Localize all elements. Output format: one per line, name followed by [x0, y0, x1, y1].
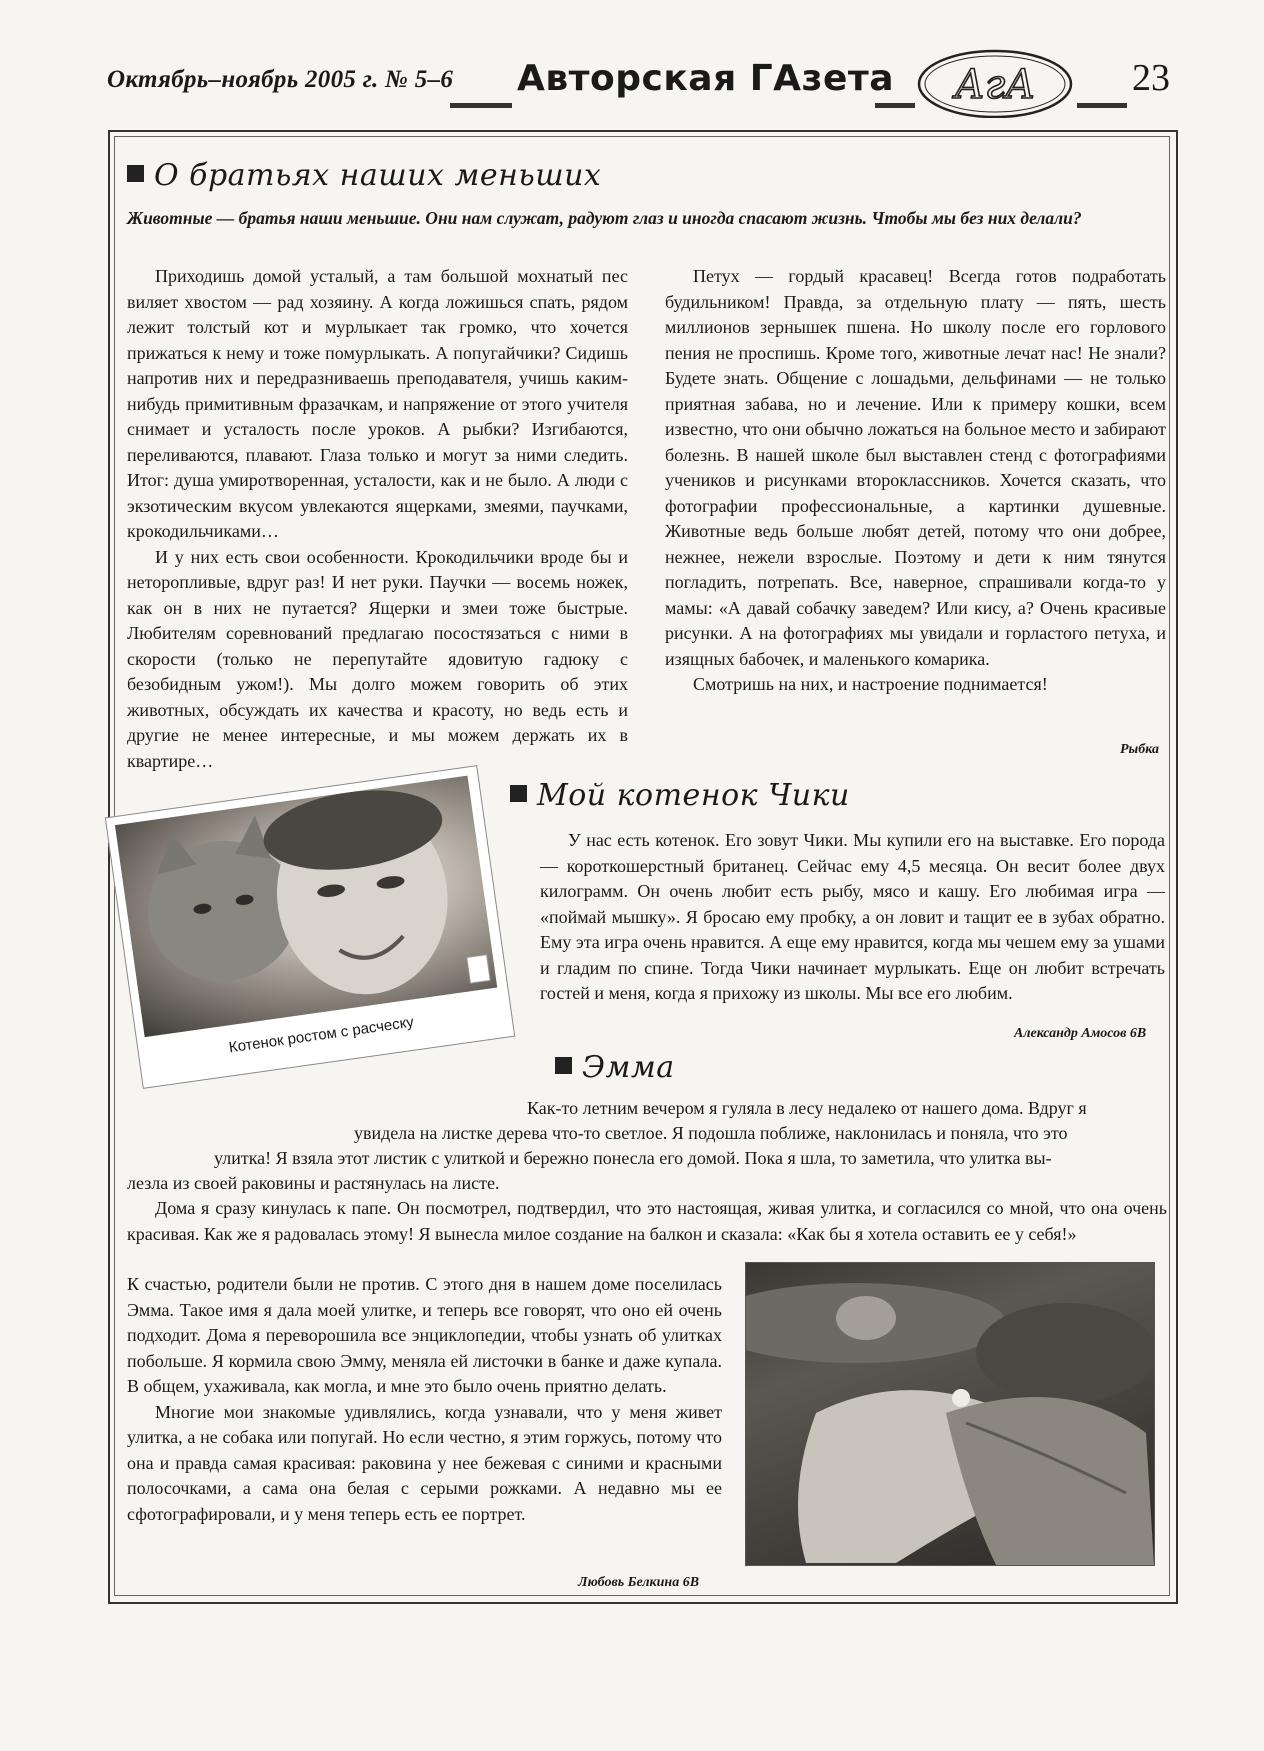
paragraph: И у них есть свои особенности. Крокодильчики вроде бы и неторопливые, вдруг раз! И нет руки. Паучки — восемь ножек, как он в них не путается? Ящерки и змеи тоже быстрые. Любителям соревнований предлагаю посостязаться с ними в скорости (только не перепутайте ядовитую гадюку с безобидным ужом!). Мы долго можем говорить об этих животных, обсуждать их качества и красоту, но ведь есть и другие не менее интересные, и мы можем держать их в квартире… [127, 546, 628, 771]
article3-line1 [527, 1096, 1167, 1122]
article1-heading [127, 158, 601, 193]
newspaper-name: Авторская ГАзета [517, 58, 895, 99]
article2-body-column [540, 828, 1165, 1007]
boy-cat-photo-frame [105, 765, 515, 1089]
heading-bullet-icon [127, 165, 144, 182]
paragraph: Приходишь домой усталый, а там большой мохнатый пес виляет хвостом — рад хозяину. А когда ложишься спать, рядом лежит толстый кот и мурлыкает так громко, что хочется прижаться к нему и тоже помурлыкать. А попугайчики? Сидишь напротив них и передразниваешь преподавателя, учишь каким-нибудь примитивным фразачкам, и напряжение от этого учителя снимает и усталость после уроков. А рыбки? Изгибаются, переливаются, плавают. Глаза только и могут за ними следить. Итог: душа умиротворенная, усталости, как и не было. А люди с экзотическим вкусом увлекаются ящерками, змеями, паучками, крокодильчиками… [127, 266, 628, 541]
article3-line2 [354, 1121, 1167, 1147]
article2-title: Мой котенок Чики [537, 778, 850, 813]
header-rule-mid [875, 103, 915, 108]
photo-caption: Котенок ростом с расческу [227, 1013, 415, 1057]
article1-right-column [665, 264, 1166, 698]
issue-date: Октябрь–ноябрь 2005 г. № 5–6 [107, 66, 454, 93]
page-header [95, 48, 1185, 118]
newspaper-logo [915, 48, 1075, 118]
logo-text: АгА [954, 62, 1036, 108]
boy-cat-photo [115, 776, 497, 1037]
paragraph: Смотришь на них, и настроение поднимается! [693, 674, 1048, 694]
text-line: улитка! Я взяла этот листик с улиткой и бережно понесла его домой. Пока я шла, то заметила, что улитка вы- [214, 1148, 1052, 1168]
article3-author: Любовь Белкина 6В [578, 1575, 700, 1590]
article1-left-column [127, 264, 628, 774]
text-line: увидела на листке дерева что-то светлое. Я подошла поближе, наклонилась и поняла, что это [354, 1123, 1068, 1143]
article2-author: Александр Амосов 6В [1014, 1026, 1147, 1041]
paragraph: У нас есть котенок. Его зовут Чики. Мы купили его на выставке. Его порода — короткошерстный британец. Сейчас ему 4,5 месяца. Он весит более двух килограмм. Он очень любит есть рыбу, мясо и кашу. Его любимая игра — «поймай мышку». Я бросаю ему пробку, а он ловит и тащит ее в зубах обратно. Ему эта игра очень нравится. А еще ему нравится, когда мы чешем ему за ушами и гладим по спине. Тогда Чики начинает мурлыкать. Еще он любит встречать гостей и меня, когда я прихожу из школы. Мы все его любим. [540, 830, 1165, 1003]
snail-photo [745, 1262, 1155, 1566]
header-rule-left [450, 103, 512, 108]
heading-bullet-icon [555, 1057, 572, 1074]
article3-line3 [214, 1146, 1167, 1172]
text-line: лезла из своей раковины и растянулась на листе. [127, 1173, 500, 1193]
paragraph: Многие мои знакомые удивлялись, когда узнавали, что у меня живет улитка, а не собака или попугай. Но если честно, я этим горжусь, потому что она и правда самая красивая: раковина у нее бежевая с синими и красными полосочками, а сама она белая с серыми рожками. А недавно мы ее сфотографировали, и у меня теперь есть ее портрет. [127, 1401, 722, 1524]
paragraph: К счастью, родители были не против. С этого дня в нашем доме поселилась Эмма. Такое имя я дала моей улитке, и теперь все говорят, что оно ей очень подходит. Дома я переворошила все энциклопедии, чтобы узнать об улитках побольше. Я кормила свою Эмму, меняла ей листочки в банке и даже купала. В общем, ухаживала, как могла, и мне это было очень приятно делать. [127, 1274, 722, 1396]
article3-column [127, 1272, 722, 1527]
article3-heading [555, 1050, 675, 1085]
header-rule-right [1077, 103, 1127, 108]
article1-author: Рыбка [1120, 742, 1159, 757]
paragraph: Петух — гордый красавец! Всегда готов подработать будильником! Правда, за отдельную плату — пять, шесть миллионов зернышек пшена. Но школу после его горлового пения не проспишь. Кроме того, животные лечат нас! Не знали? Будете знать. Общение с лошадьми, дельфинами — не только приятная забава, но и лечение. Или к примеру кошки, всем известно, что они обычно ложаться на больное место и забирают болезнь. В нашей школе был выставлен стенд с фотографиями учеников и рисунками второклассников. Хочется сказать, что фотографии профессиональные, а картинки душевные. Животные ведь больше любят детей, потому что они добрее, нежнее, нежели взрослые. Поэтому и дети к ним тянутся погладить, потрепать. Все, наверное, спрашивали когда-то у мамы: «А давай собачку заведем? Или кису, а? Очень красивые рисунки. А на фотографиях мы увидали и горластого петуха, и изящных бабочек, и маленького комарика. [665, 266, 1166, 669]
article1-title: О братьях наших меньших [154, 158, 602, 193]
article3-line4 [127, 1171, 1167, 1197]
article3-p2 [127, 1196, 1167, 1247]
heading-bullet-icon [510, 785, 527, 802]
paragraph: Дома я сразу кинулась к папе. Он посмотрел, подтвердил, что это настоящая, живая улитка, и согласился со мной, что она очень красивая. Как же я радовалась этому! Я вынесла милое создание на балкон и сказала: «Как бы я хотела оставить ее у себя!» [127, 1198, 1167, 1244]
text-line: Как-то летним вечером я гуляла в лесу недалеко от нашего дома. Вдруг я [527, 1098, 1087, 1118]
article2-heading [510, 778, 850, 813]
page-number: 23 [1132, 57, 1170, 99]
article1-lead: Животные — братья наши меньшие. Они нам служат, радуют глаз и иногда спасают жизнь. Чтобы мы без них делали? [127, 208, 1082, 228]
article3-title: Эмма [582, 1050, 675, 1085]
